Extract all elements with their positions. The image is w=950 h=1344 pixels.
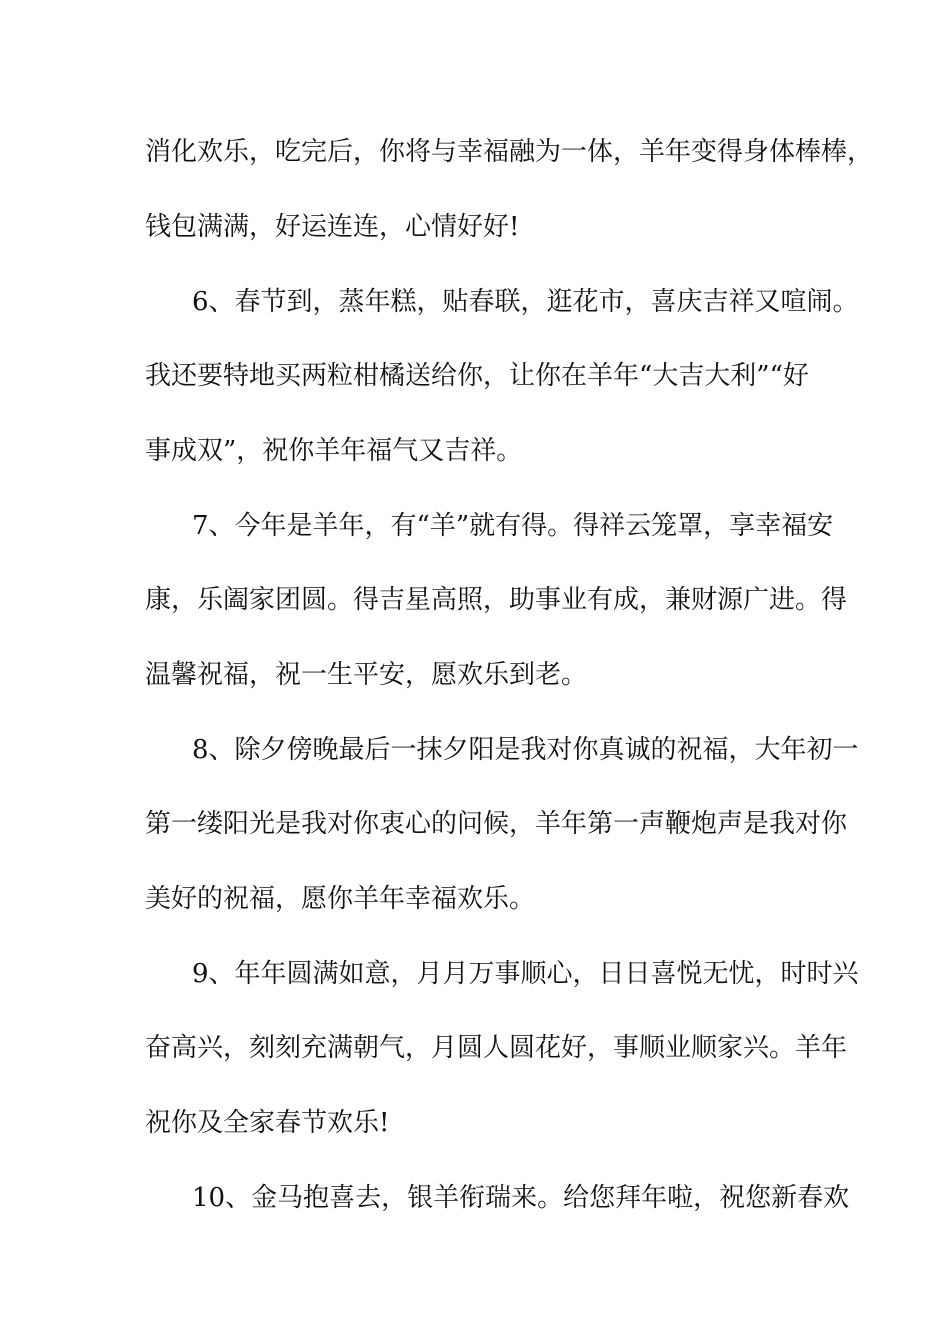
text-line: 第一缕阳光是我对你衷心的问候，羊年第一声鞭炮声是我对你 [145,809,848,839]
paragraph-start-line: 6、春节到，蒸年糕，贴春联，逛花市，喜庆吉祥又喧闹。 [192,287,859,317]
text-line: 康，乐阖家团圆。得吉星高照，助事业有成，兼财源广进。得 [145,585,848,615]
paragraph-start-line: 9、年年圆满如意，月月万事顺心，日日喜悦无忧，时时兴 [192,959,859,989]
text-line: 我还要特地买两粒柑橘送给你，让你在羊年“大吉大利”“好 [145,361,809,391]
text-line: 奋高兴，刻刻充满朝气，月圆人圆花好，事顺业顺家兴。羊年 [145,1033,848,1063]
text-line: 温馨祝福，祝一生平安，愿欢乐到老。 [145,660,588,690]
text-line: 祝你及全家春节欢乐! [145,1108,390,1138]
text-line: 事成双”，祝你羊年福气又吉祥。 [145,436,523,466]
paragraph-start-line: 7、今年是羊年，有“羊”就有得。得祥云笼罩，享幸福安 [192,511,834,541]
text-line: 美好的祝福，愿你羊年幸福欢乐。 [145,884,536,914]
text-line: 消化欢乐，吃完后，你将与幸福融为一体，羊年变得身体棒棒， [145,137,874,167]
paragraph-start-line: 10、金马抱喜去，银羊衔瑞来。给您拜年啦，祝您新春欢 [192,1183,850,1213]
paragraph-start-line: 8、除夕傍晚最后一抹夕阳是我对你真诚的祝福，大年初一 [192,735,859,765]
text-line: 钱包满满，好运连连，心情好好! [145,212,520,242]
